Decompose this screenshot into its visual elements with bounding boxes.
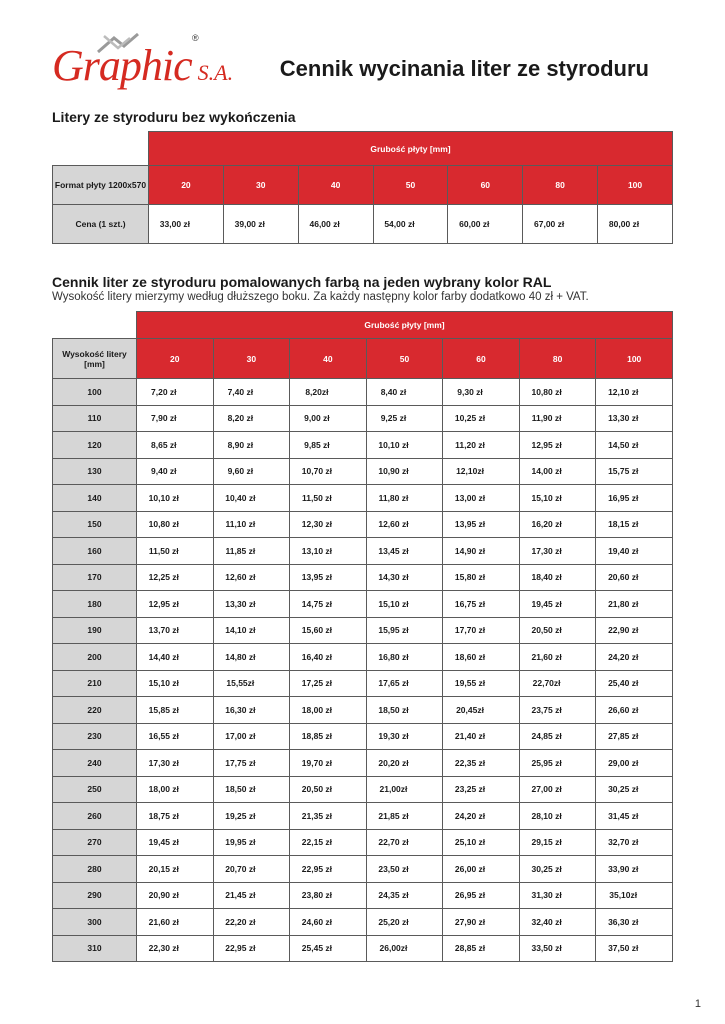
price-cell: 22,70zł — [519, 670, 596, 697]
price-cell: 14,80 zł — [213, 644, 290, 671]
price-cell: 10,80 zł — [519, 379, 596, 406]
price-cell: 18,15 zł — [596, 511, 673, 538]
price-cell: 35,10zł — [596, 882, 673, 909]
price-cell: 10,70 zł — [290, 458, 367, 485]
table-row — [53, 935, 673, 962]
price-cell: 8,90 zł — [213, 432, 290, 459]
price-cell: 11,20 zł — [443, 432, 520, 459]
price-cell: 31,45 zł — [596, 803, 673, 830]
letter-height-cell: 150 — [53, 511, 137, 538]
letter-height-cell: 170 — [53, 564, 137, 591]
price-cell: 15,95 zł — [366, 617, 443, 644]
price-cell: 21,85 zł — [366, 803, 443, 830]
price-cell: 15,55zł — [213, 670, 290, 697]
price-cell: 30,25 zł — [519, 856, 596, 883]
price-row — [53, 205, 673, 244]
price-cell: 13,45 zł — [366, 538, 443, 565]
price-cell: 26,60 zł — [596, 697, 673, 724]
table-row — [53, 644, 673, 671]
price-cell: 18,00 zł — [290, 697, 367, 724]
table-row — [53, 379, 673, 406]
table-row — [53, 803, 673, 830]
letter-height-cell: 260 — [53, 803, 137, 830]
thickness-header: 60 — [443, 339, 520, 379]
price-cell: 23,25 zł — [443, 776, 520, 803]
price-cell: 9,60 zł — [213, 458, 290, 485]
price-cell: 24,85 zł — [519, 723, 596, 750]
logo-wordmark: Graphic S.A. — [52, 41, 234, 90]
thickness-header: 50 — [366, 339, 443, 379]
price-cell: 22,90 zł — [596, 617, 673, 644]
table-corner — [53, 312, 137, 339]
price-cell: 13,10 zł — [290, 538, 367, 565]
price-cell: 17,25 zł — [290, 670, 367, 697]
table-row — [53, 856, 673, 883]
letter-height-cell: 290 — [53, 882, 137, 909]
price-cell: 22,15 zł — [290, 829, 367, 856]
price-cell: 21,40 zł — [443, 723, 520, 750]
price-cell: 25,10 zł — [443, 829, 520, 856]
price-cell: 67,00 zł — [523, 205, 598, 244]
price-cell: 21,60 zł — [519, 644, 596, 671]
price-cell: 12,95 zł — [519, 432, 596, 459]
thickness-header: 40 — [290, 339, 367, 379]
price-cell: 12,10 zł — [596, 379, 673, 406]
price-cell: 32,70 zł — [596, 829, 673, 856]
table-row — [53, 882, 673, 909]
letter-height-cell: 130 — [53, 458, 137, 485]
table-row — [53, 538, 673, 565]
table-row — [53, 670, 673, 697]
price-cell: 19,45 zł — [137, 829, 214, 856]
price-cell: 22,95 zł — [213, 935, 290, 962]
company-logo — [52, 30, 262, 92]
price-cell: 9,85 zł — [290, 432, 367, 459]
price-cell: 8,20 zł — [213, 405, 290, 432]
price-cell: 18,75 zł — [137, 803, 214, 830]
letter-height-cell: 110 — [53, 405, 137, 432]
price-cell: 10,10 zł — [366, 432, 443, 459]
price-label: Cena (1 szt.) — [53, 205, 149, 244]
price-cell: 27,85 zł — [596, 723, 673, 750]
letter-height-cell: 140 — [53, 485, 137, 512]
price-cell: 17,30 zł — [519, 538, 596, 565]
price-cell: 15,10 zł — [366, 591, 443, 618]
thickness-header: 60 — [448, 166, 523, 205]
price-cell: 26,00zł — [366, 935, 443, 962]
thickness-header: 100 — [596, 339, 673, 379]
price-cell: 11,50 zł — [290, 485, 367, 512]
letter-height-cell: 100 — [53, 379, 137, 406]
price-cell: 23,50 zł — [366, 856, 443, 883]
price-cell: 22,30 zł — [137, 935, 214, 962]
price-cell: 15,80 zł — [443, 564, 520, 591]
price-cell: 22,95 zł — [290, 856, 367, 883]
letter-height-cell: 120 — [53, 432, 137, 459]
price-cell: 20,50 zł — [519, 617, 596, 644]
price-cell: 80,00 zł — [598, 205, 673, 244]
price-cell: 20,45zł — [443, 697, 520, 724]
price-cell: 9,00 zł — [290, 405, 367, 432]
price-cell: 16,40 zł — [290, 644, 367, 671]
format-header: Format płyty 1200x570 — [53, 166, 149, 205]
section1-title: Litery ze styroduru bez wykończenia — [52, 109, 296, 125]
price-cell: 32,40 zł — [519, 909, 596, 936]
price-cell: 10,25 zł — [443, 405, 520, 432]
letter-height-cell: 270 — [53, 829, 137, 856]
price-cell: 22,70 zł — [366, 829, 443, 856]
price-cell: 25,40 zł — [596, 670, 673, 697]
thickness-header: 40 — [298, 166, 373, 205]
letter-height-cell: 300 — [53, 909, 137, 936]
price-cell: 11,90 zł — [519, 405, 596, 432]
price-cell: 7,20 zł — [137, 379, 214, 406]
price-cell: 16,75 zł — [443, 591, 520, 618]
price-cell: 15,60 zł — [290, 617, 367, 644]
height-header: Wysokość litery [mm] — [53, 339, 137, 379]
table-row — [53, 432, 673, 459]
price-cell: 8,40 zł — [366, 379, 443, 406]
price-cell: 20,90 zł — [137, 882, 214, 909]
registered-mark: ® — [192, 33, 199, 43]
thickness-header: 100 — [598, 166, 673, 205]
plain-letters-price-table — [52, 131, 673, 244]
price-cell: 13,30 zł — [596, 405, 673, 432]
price-cell: 15,85 zł — [137, 697, 214, 724]
price-cell: 33,90 zł — [596, 856, 673, 883]
price-cell: 19,70 zł — [290, 750, 367, 777]
table-row — [53, 485, 673, 512]
price-cell: 25,95 zł — [519, 750, 596, 777]
price-cell: 14,50 zł — [596, 432, 673, 459]
price-cell: 22,35 zł — [443, 750, 520, 777]
price-cell: 14,40 zł — [137, 644, 214, 671]
price-cell: 17,65 zł — [366, 670, 443, 697]
thickness-row — [53, 339, 673, 379]
letter-height-cell: 310 — [53, 935, 137, 962]
price-cell: 60,00 zł — [448, 205, 523, 244]
price-cell: 17,00 zł — [213, 723, 290, 750]
thickness-header: 20 — [137, 339, 214, 379]
price-cell: 8,65 zł — [137, 432, 214, 459]
price-cell: 10,90 zł — [366, 458, 443, 485]
price-cell: 18,60 zł — [443, 644, 520, 671]
price-cell: 18,85 zł — [290, 723, 367, 750]
price-cell: 13,95 zł — [290, 564, 367, 591]
price-cell: 21,45 zł — [213, 882, 290, 909]
page-number: 1 — [694, 998, 701, 1010]
section2-subtitle: Wysokość litery mierzymy według dłuższego boku. Za każdy następny kolor farby dodatkowo 40 zł + VAT. — [52, 291, 589, 303]
price-cell: 24,60 zł — [290, 909, 367, 936]
price-cell: 33,00 zł — [149, 205, 224, 244]
price-cell: 54,00 zł — [373, 205, 448, 244]
price-cell: 28,10 zł — [519, 803, 596, 830]
table-row — [53, 697, 673, 724]
table-corner — [53, 132, 149, 166]
price-cell: 18,50 zł — [213, 776, 290, 803]
table-row — [53, 458, 673, 485]
painted-letters-price-table — [52, 311, 673, 962]
price-cell: 26,95 zł — [443, 882, 520, 909]
thickness-header: 20 — [149, 166, 224, 205]
price-cell: 16,30 zł — [213, 697, 290, 724]
price-cell: 12,10zł — [443, 458, 520, 485]
price-cell: 15,10 zł — [137, 670, 214, 697]
price-cell: 16,20 zł — [519, 511, 596, 538]
thickness-header: 50 — [373, 166, 448, 205]
price-cell: 30,25 zł — [596, 776, 673, 803]
price-cell: 14,00 zł — [519, 458, 596, 485]
price-cell: 29,15 zł — [519, 829, 596, 856]
price-cell: 9,25 zł — [366, 405, 443, 432]
letter-height-cell: 220 — [53, 697, 137, 724]
document-title: Cennik wycinania liter ze styroduru — [279, 56, 649, 81]
price-cell: 22,20 zł — [213, 909, 290, 936]
price-cell: 17,30 zł — [137, 750, 214, 777]
price-cell: 23,75 zł — [519, 697, 596, 724]
thickness-header: 80 — [519, 339, 596, 379]
price-cell: 11,85 zł — [213, 538, 290, 565]
price-cell: 16,55 zł — [137, 723, 214, 750]
price-cell: 11,80 zł — [366, 485, 443, 512]
table-row — [53, 405, 673, 432]
price-cell: 9,40 zł — [137, 458, 214, 485]
price-cell: 25,45 zł — [290, 935, 367, 962]
price-cell: 31,30 zł — [519, 882, 596, 909]
price-cell: 17,70 zł — [443, 617, 520, 644]
price-cell: 26,00 zł — [443, 856, 520, 883]
price-cell: 27,90 zł — [443, 909, 520, 936]
price-cell: 18,50 zł — [366, 697, 443, 724]
price-cell: 16,95 zł — [596, 485, 673, 512]
letter-height-cell: 210 — [53, 670, 137, 697]
price-cell: 21,00zł — [366, 776, 443, 803]
price-cell: 20,70 zł — [213, 856, 290, 883]
price-cell: 19,40 zł — [596, 538, 673, 565]
price-cell: 19,55 zł — [443, 670, 520, 697]
price-cell: 12,30 zł — [290, 511, 367, 538]
price-cell: 8,20zł — [290, 379, 367, 406]
price-cell: 12,25 zł — [137, 564, 214, 591]
table-row — [53, 511, 673, 538]
table-row — [53, 750, 673, 777]
table-row — [53, 564, 673, 591]
price-cell: 12,95 zł — [137, 591, 214, 618]
thickness-group-header: Grubość płyty [mm] — [137, 312, 673, 339]
price-cell: 19,30 zł — [366, 723, 443, 750]
price-cell: 46,00 zł — [298, 205, 373, 244]
table-row — [53, 617, 673, 644]
price-cell: 13,70 zł — [137, 617, 214, 644]
price-cell: 16,80 zł — [366, 644, 443, 671]
price-cell: 36,30 zł — [596, 909, 673, 936]
letter-height-cell: 180 — [53, 591, 137, 618]
thickness-row — [53, 166, 673, 205]
price-cell: 21,60 zł — [137, 909, 214, 936]
price-cell: 29,00 zł — [596, 750, 673, 777]
letter-height-cell: 200 — [53, 644, 137, 671]
price-cell: 39,00 zł — [223, 205, 298, 244]
price-cell: 18,00 zł — [137, 776, 214, 803]
price-cell: 10,80 zł — [137, 511, 214, 538]
table-row — [53, 909, 673, 936]
price-cell: 21,35 zł — [290, 803, 367, 830]
table-row — [53, 776, 673, 803]
price-cell: 13,00 zł — [443, 485, 520, 512]
price-cell: 24,35 zł — [366, 882, 443, 909]
price-cell: 24,20 zł — [596, 644, 673, 671]
table-row — [53, 829, 673, 856]
price-cell: 10,40 zł — [213, 485, 290, 512]
thickness-header: 30 — [213, 339, 290, 379]
price-cell: 19,95 zł — [213, 829, 290, 856]
letter-height-cell: 190 — [53, 617, 137, 644]
price-cell: 33,50 zł — [519, 935, 596, 962]
price-cell: 7,40 zł — [213, 379, 290, 406]
price-cell: 11,10 zł — [213, 511, 290, 538]
price-cell: 7,90 zł — [137, 405, 214, 432]
price-cell: 23,80 zł — [290, 882, 367, 909]
price-cell: 37,50 zł — [596, 935, 673, 962]
price-cell: 13,95 zł — [443, 511, 520, 538]
table-row — [53, 723, 673, 750]
section2-title: Cennik liter ze styroduru pomalowanych farbą na jeden wybrany kolor RAL — [52, 274, 552, 290]
letter-height-cell: 160 — [53, 538, 137, 565]
thickness-group-header: Grubość płyty [mm] — [149, 132, 673, 166]
letter-height-cell: 280 — [53, 856, 137, 883]
price-cell: 14,75 zł — [290, 591, 367, 618]
price-cell: 21,80 zł — [596, 591, 673, 618]
price-cell: 25,20 zł — [366, 909, 443, 936]
price-cell: 24,20 zł — [443, 803, 520, 830]
price-cell: 13,30 zł — [213, 591, 290, 618]
price-cell: 14,90 zł — [443, 538, 520, 565]
price-cell: 18,40 zł — [519, 564, 596, 591]
price-cell: 20,20 zł — [366, 750, 443, 777]
price-cell: 20,15 zł — [137, 856, 214, 883]
price-cell: 11,50 zł — [137, 538, 214, 565]
table-row — [53, 591, 673, 618]
price-cell: 28,85 zł — [443, 935, 520, 962]
letter-height-cell: 240 — [53, 750, 137, 777]
letter-height-cell: 230 — [53, 723, 137, 750]
price-cell: 20,50 zł — [290, 776, 367, 803]
thickness-header: 30 — [223, 166, 298, 205]
price-cell: 17,75 zł — [213, 750, 290, 777]
price-cell: 14,30 zł — [366, 564, 443, 591]
price-cell: 27,00 zł — [519, 776, 596, 803]
price-cell: 15,10 zł — [519, 485, 596, 512]
price-cell: 15,75 zł — [596, 458, 673, 485]
price-cell: 14,10 zł — [213, 617, 290, 644]
price-cell: 9,30 zł — [443, 379, 520, 406]
price-cell: 19,25 zł — [213, 803, 290, 830]
price-cell: 10,10 zł — [137, 485, 214, 512]
price-cell: 12,60 zł — [366, 511, 443, 538]
price-cell: 12,60 zł — [213, 564, 290, 591]
price-cell: 20,60 zł — [596, 564, 673, 591]
letter-height-cell: 250 — [53, 776, 137, 803]
price-cell: 19,45 zł — [519, 591, 596, 618]
thickness-header: 80 — [523, 166, 598, 205]
